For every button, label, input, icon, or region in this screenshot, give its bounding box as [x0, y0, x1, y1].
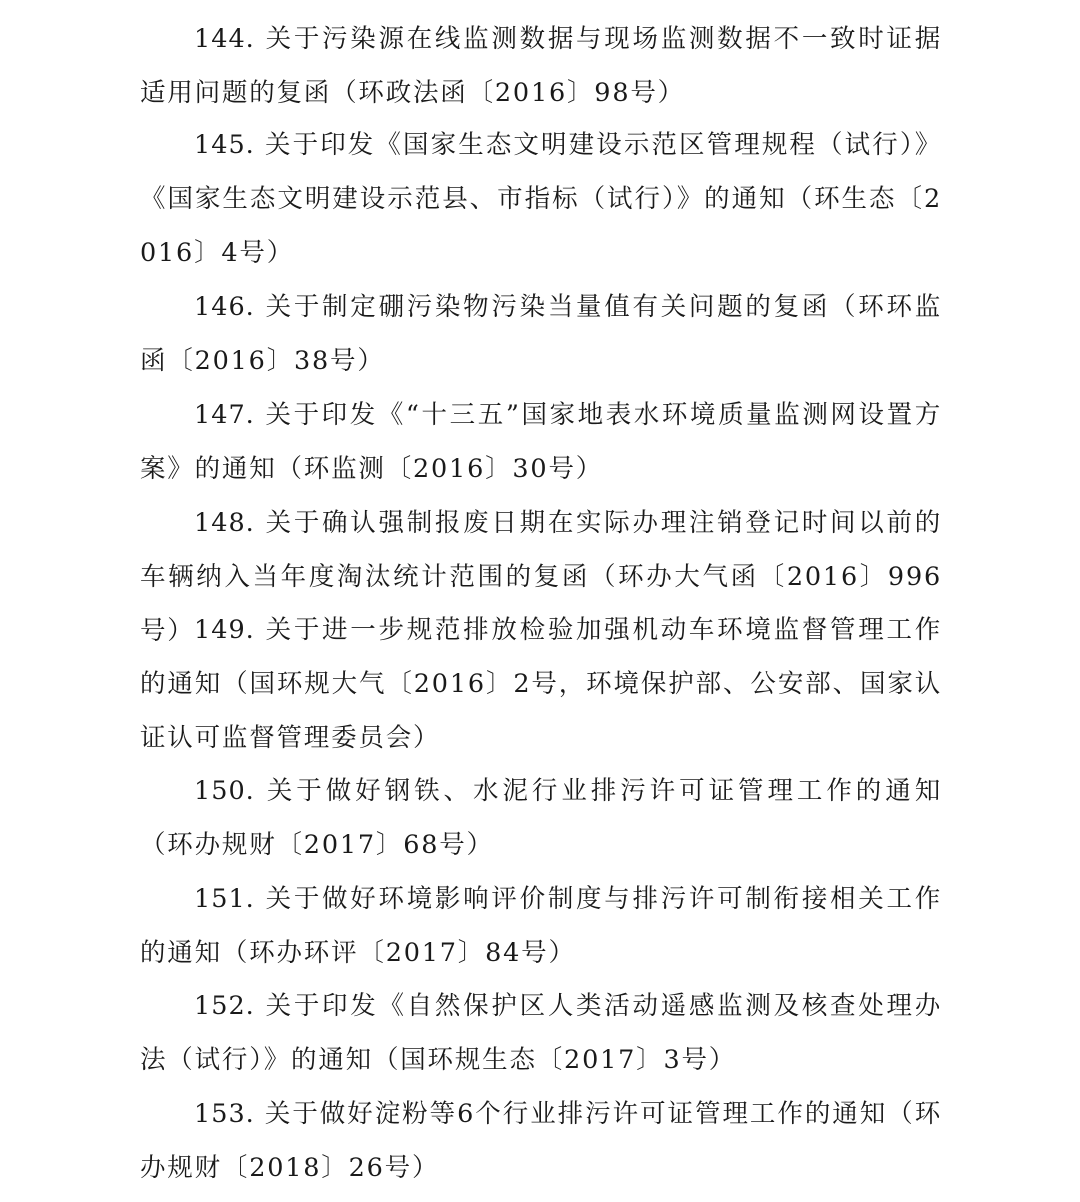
list-item [140, 872, 942, 980]
item-number: 150. [194, 776, 255, 806]
item-number: 148. [194, 508, 255, 538]
item-number: 149. [194, 615, 255, 645]
list-item [140, 388, 942, 496]
list-item [140, 280, 942, 388]
item-number: 147. [194, 400, 255, 430]
item-text: 关于污染源在线监测数据与现场监测数据不一致时证据适用问题的复函（环政法函〔2016〕98号） [140, 24, 942, 108]
list-item [140, 1087, 942, 1195]
item-text: 关于印发《“十三五”国家地表水环境质量监测网设置方案》的通知（环监测〔2016〕30号） [140, 400, 943, 484]
list-item [140, 764, 942, 872]
item-text: 关于印发《国家生态文明建设示范区管理规程（试行）》《国家生态文明建设示范县、市指标（试行）》的通知（环生态〔2016〕4号） [140, 130, 942, 268]
item-text: 关于做好淀粉等6个行业排污许可证管理工作的通知（环办规财〔2018〕26号） [140, 1099, 942, 1183]
item-text: 关于印发《自然保护区人类活动遥感监测及核查处理办法（试行）》的通知（国环规生态〔2017〕3号） [140, 991, 942, 1075]
item-number: 146. [194, 292, 255, 322]
item-number: 151. [194, 884, 255, 914]
list-item [140, 603, 942, 765]
item-text: 关于确认强制报废日期在实际办理注销登记时间以前的车辆纳入当年度淘汰统计范围的复函（环办大气函〔2016〕996号） [140, 508, 942, 646]
item-text: 关于做好环境影响评价制度与排污许可制衔接相关工作的通知（环办环评〔2017〕84号） [140, 884, 942, 968]
list-item [140, 979, 942, 1087]
list-item [140, 118, 942, 280]
item-number: 153. [194, 1099, 255, 1129]
item-number: 152. [194, 991, 255, 1021]
list-item [140, 12, 942, 120]
item-number: 145. [194, 130, 255, 160]
item-text: 关于制定硼污染物污染当量值有关问题的复函（环环监函〔2016〕38号） [140, 292, 942, 376]
item-text: 关于进一步规范排放检验加强机动车环境监督管理工作的通知（国环规大气〔2016〕2号，环境保护部、公安部、国家认证认可监督管理委员会） [140, 615, 942, 753]
item-text: 关于做好钢铁、水泥行业排污许可证管理工作的通知（环办规财〔2017〕68号） [140, 776, 943, 860]
item-number: 144. [194, 24, 255, 54]
